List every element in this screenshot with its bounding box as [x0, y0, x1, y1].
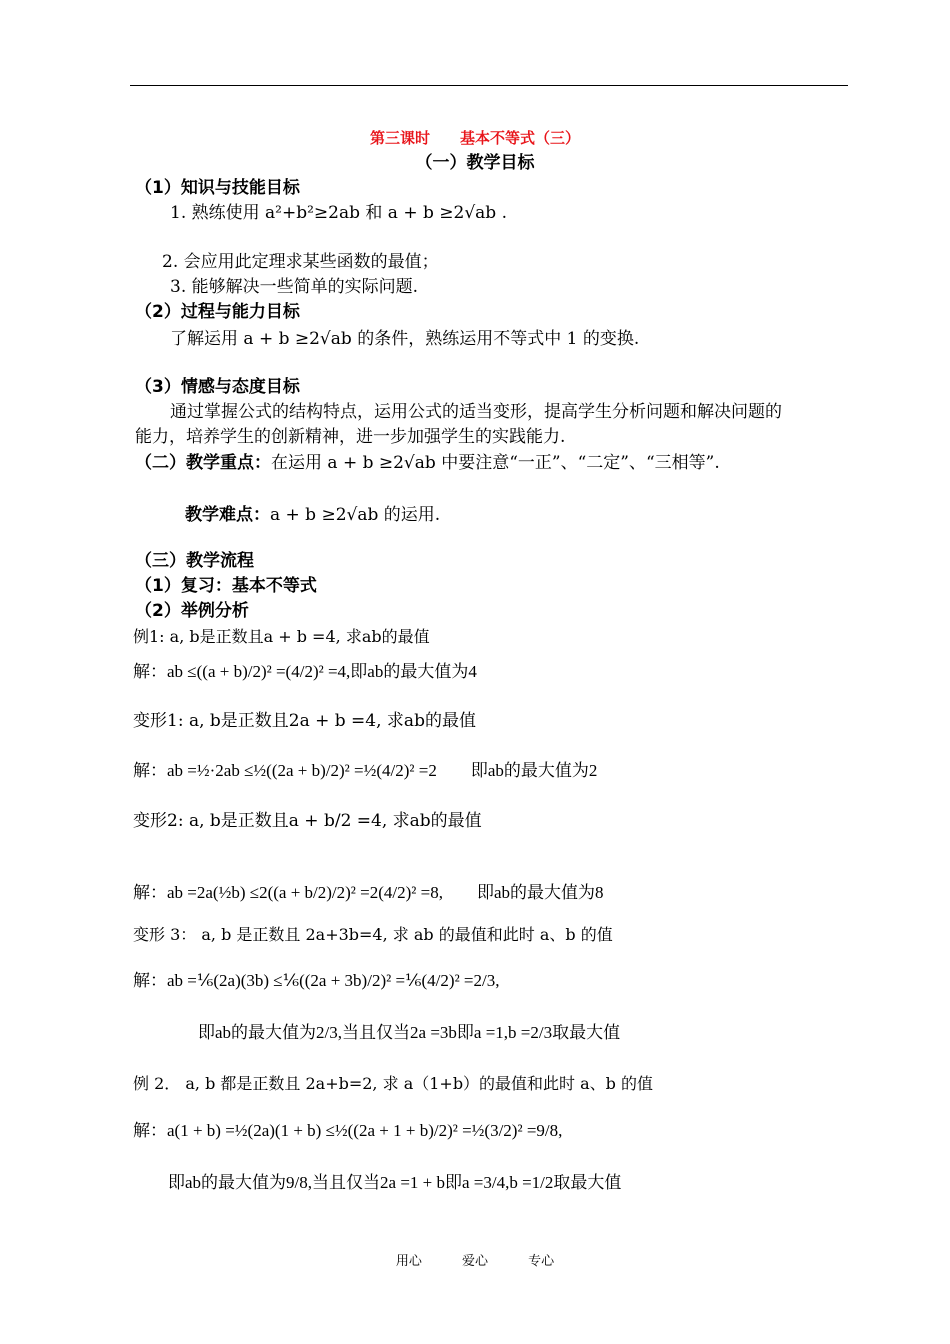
footer-text-3: 专心	[528, 1254, 555, 1269]
flow-heading: （三）教学流程	[135, 551, 254, 571]
key-point-text: 在运用 a + b ≥2√ab 中要注意“一正”、“二定”、“三相等”.	[271, 453, 720, 473]
goals-heading: （一）教学目标	[415, 153, 535, 173]
flow-review: （1）复习：基本不等式	[135, 576, 317, 596]
emotion-heading: （3）情感与态度目标	[135, 377, 300, 397]
example-1-solution: 解：ab ≤((a + b)/2)² =(4/2)² =4,即ab的最大值为4	[133, 662, 477, 681]
footer-text-2: 爱心	[461, 1254, 488, 1269]
difficult-point	[185, 504, 440, 526]
variant-3-conclusion: 即ab的最大值为2/3,当且仅当2a =3b即a =1,b =2/3取最大值	[198, 1023, 621, 1042]
example-1-question: 例1: a, b是正数且a + b =4, 求ab的最值	[133, 627, 430, 646]
footer-text-1: 用心	[395, 1254, 422, 1269]
key-point-label: （二）教学重点：	[135, 453, 271, 473]
variant-1-question: 变形1: a, b是正数且2a + b =4, 求ab的最值	[133, 711, 476, 731]
goal-item-2: 2. 会应用此定理求某些函数的最值；	[162, 252, 439, 272]
knowledge-heading: （1）知识与技能目标	[135, 178, 300, 198]
flow-examples: （2）举例分析	[135, 601, 249, 621]
example-2-conclusion: 即ab的最大值为9/8,当且仅当2a =1 + b即a =3/4,b =1/2取最大值	[168, 1173, 622, 1192]
footer	[0, 1250, 950, 1269]
variant-3-question: 变形 3： a, b 是正数且 2a+3b=4, 求 ab 的最值和此时 a、b 的值	[133, 925, 613, 944]
process-text: 了解运用 a + b ≥2√ab 的条件，熟练运用不等式中 1 的变换.	[170, 329, 640, 349]
goal-item-3: 3. 能够解决一些简单的实际问题.	[170, 277, 419, 297]
key-point	[135, 452, 720, 474]
variant-2-solution: 解：ab =2a(½b) ≤2((a + b/2)/2)² =2(4/2)² =8, 即ab的最大值为8	[133, 883, 604, 902]
process-heading: （2）过程与能力目标	[135, 302, 300, 322]
page-title: 第三课时 基本不等式（三）	[369, 129, 580, 147]
variant-1-solution: 解：ab =½·2ab ≤½((2a + b)/2)² =½(4/2)² =2 即ab的最大值为2	[133, 761, 598, 780]
variant-3-solution: 解：ab =⅙(2a)(3b) ≤⅙((2a + 3b)/2)² =⅙(4/2)² =2/3,	[133, 971, 500, 990]
difficult-point-label: 教学难点：	[185, 505, 270, 525]
emotion-line-1: 通过掌握公式的结构特点，运用公式的适当变形，提高学生分析问题和解决问题的	[170, 402, 782, 422]
difficult-point-text: a + b ≥2√ab 的运用.	[270, 505, 441, 525]
example-2-solution: 解：a(1 + b) =½(2a)(1 + b) ≤½((2a + 1 + b)/2)² =½(3/2)² =9/8,	[133, 1121, 563, 1140]
variant-2-question: 变形2: a, b是正数且a + b/2 =4, 求ab的最值	[133, 811, 482, 831]
header-rule	[130, 85, 848, 86]
emotion-line-2: 能力，培养学生的创新精神，进一步加强学生的实践能力.	[135, 427, 566, 447]
goal-item-1: 1. 熟练使用 a²+b²≥2ab 和 a + b ≥2√ab .	[170, 203, 507, 223]
example-2-question: 例 2． a, b 都是正数且 2a+b=2, 求 a（1+b）的最值和此时 a、b 的值	[133, 1074, 654, 1093]
